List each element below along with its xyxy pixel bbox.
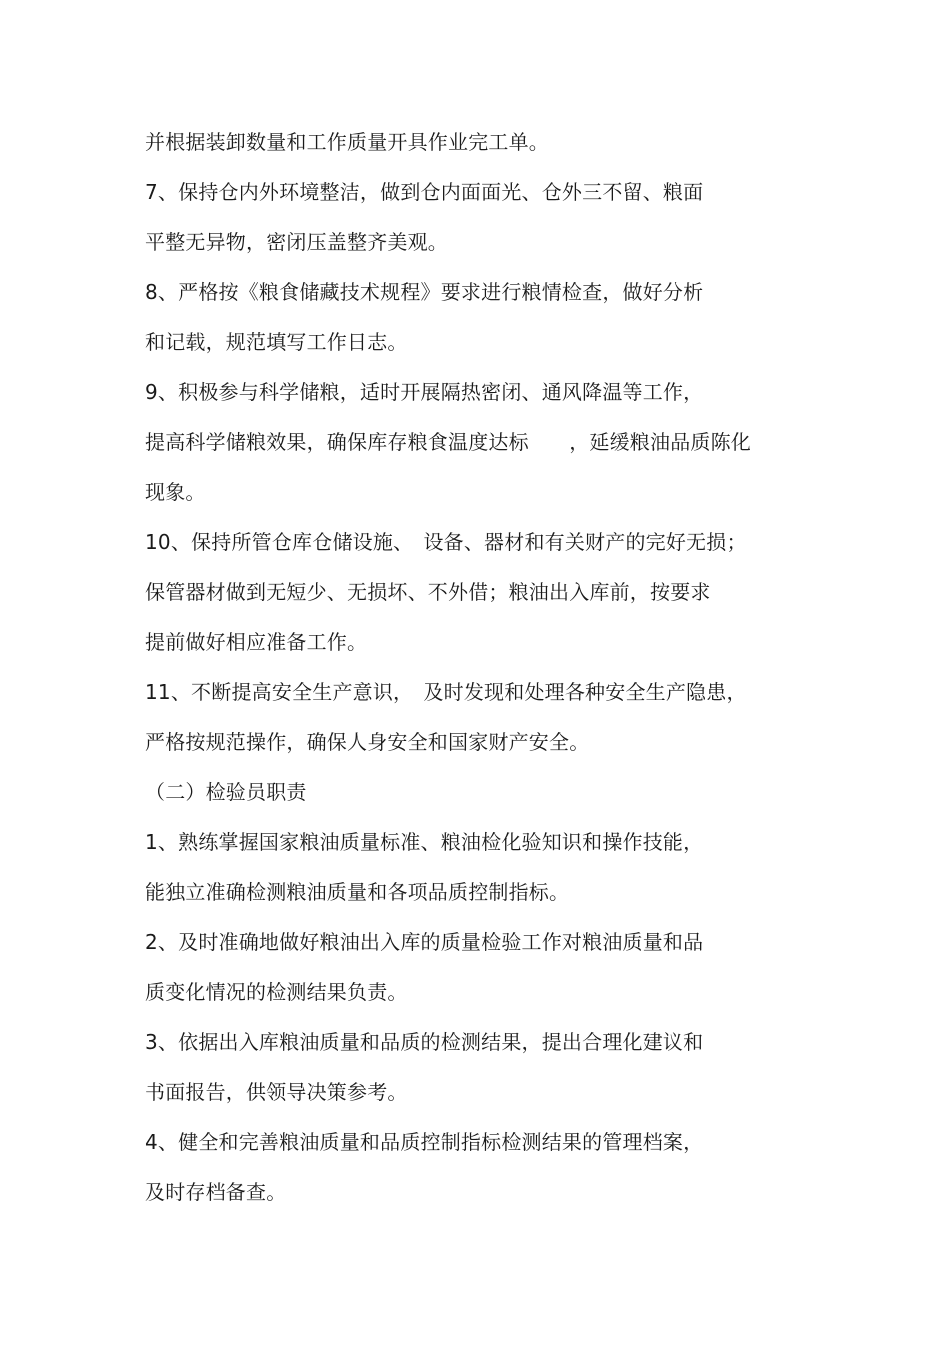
text-line: 平整无异物，密闭压盖整齐美观。 bbox=[145, 230, 448, 254]
text-line: 能独立准确检测粮油质量和各项品质控制指标。 bbox=[145, 880, 570, 904]
text-line: 提高科学储粮效果，确保库存粮食温度达标 ，延缓粮油品质陈化 bbox=[145, 430, 751, 454]
text-line: 7、保持仓内外环境整洁，做到仓内面面光、仓外三不留、粮面 bbox=[145, 180, 704, 204]
text-line: 10、保持所管仓库仓储设施、 设备、器材和有关财产的完好无损； bbox=[145, 530, 747, 554]
text-line: 2、及时准确地做好粮油出入库的质量检验工作对粮油质量和品 bbox=[145, 930, 704, 954]
text-line: 8、严格按《粮食储藏技术规程》要求进行粮情检查，做好分析 bbox=[145, 280, 704, 304]
section-heading: （二）检验员职责 bbox=[145, 780, 307, 804]
text-line: 4、健全和完善粮油质量和品质控制指标检测结果的管理档案， bbox=[145, 1130, 704, 1154]
text-line: 书面报告，供领导决策参考。 bbox=[145, 1080, 408, 1104]
text-line: 严格按规范操作，确保人身安全和国家财产安全。 bbox=[145, 730, 590, 754]
text-line: 3、依据出入库粮油质量和品质的检测结果，提出合理化建议和 bbox=[145, 1030, 704, 1054]
text-line: 1、熟练掌握国家粮油质量标准、粮油检化验知识和操作技能， bbox=[145, 830, 704, 854]
text-line: 保管器材做到无短少、无损坏、不外借；粮油出入库前，按要求 bbox=[145, 580, 711, 604]
text-line: 质变化情况的检测结果负责。 bbox=[145, 980, 408, 1004]
text-line: 和记载，规范填写工作日志。 bbox=[145, 330, 408, 354]
text-line: 及时存档备查。 bbox=[145, 1180, 287, 1204]
text-line: 11、不断提高安全生产意识， 及时发现和处理各种安全生产隐患， bbox=[145, 680, 747, 704]
text-line: 现象。 bbox=[145, 480, 206, 504]
text-line: 并根据装卸数量和工作质量开具作业完工单。 bbox=[145, 130, 549, 154]
text-line: 提前做好相应准备工作。 bbox=[145, 630, 368, 654]
text-line: 9、积极参与科学储粮，适时开展隔热密闭、通风降温等工作， bbox=[145, 380, 704, 404]
